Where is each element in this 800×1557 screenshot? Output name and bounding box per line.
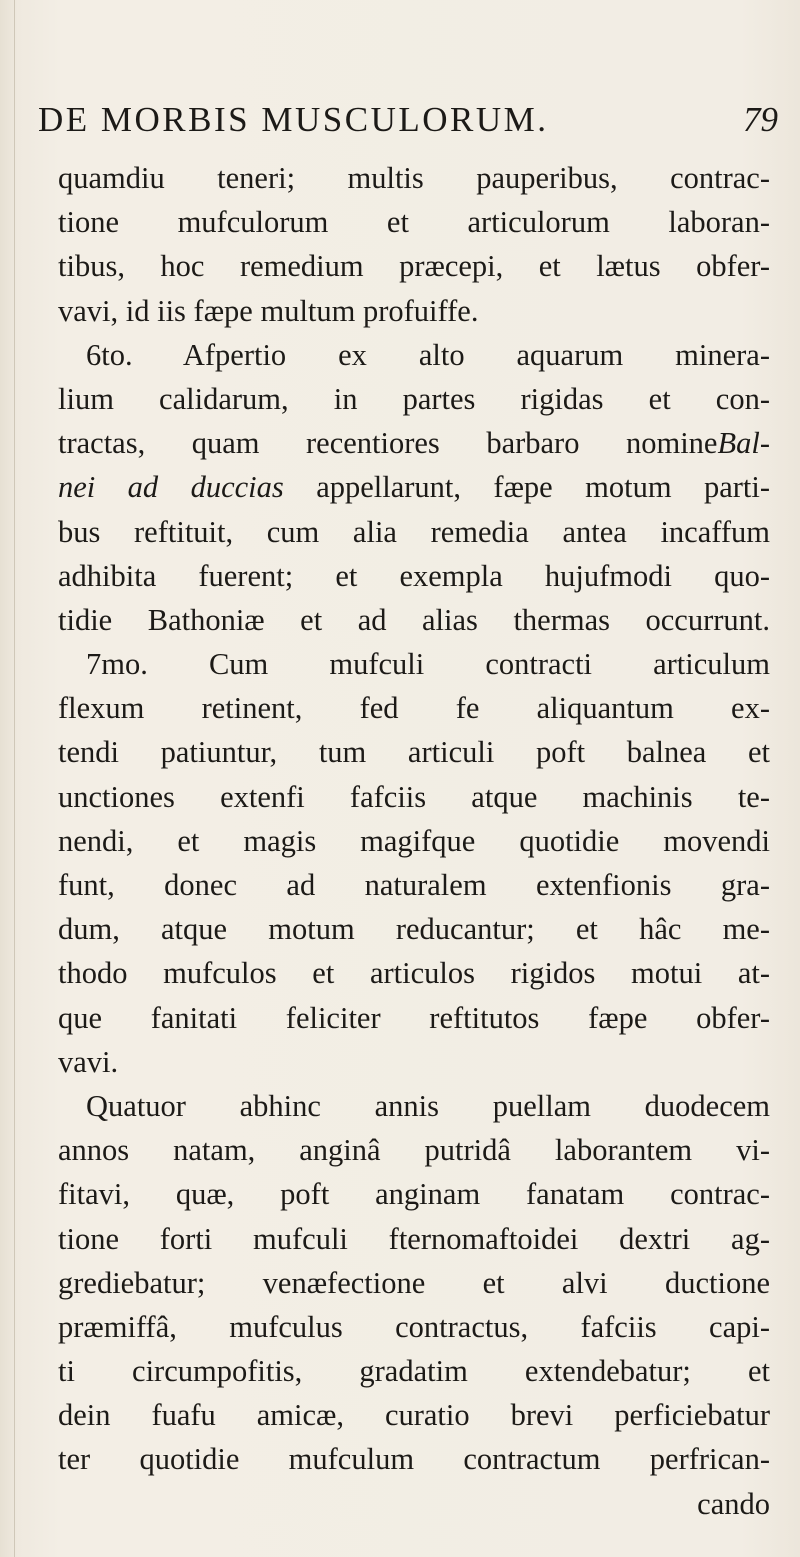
text-line: annos natam, anginâ putridâ laborantem vi- (58, 1133, 770, 1168)
text-line: thodo mufculos et articulos rigidos motui at- (58, 956, 770, 991)
text-line: nendi, et magis magifque quotidie movendi (58, 823, 770, 858)
text-line: dum, atque motum reducantur; et hâc me- (58, 912, 770, 947)
text-line (58, 421, 770, 465)
text-line: funt, donec ad naturalem extenfionis gra- (58, 868, 770, 902)
text-span: appellarunt, fæpe motum parti- (316, 470, 771, 505)
text-line: dein fuafu amicæ, curatio brevi perficiebatur (58, 1398, 770, 1433)
text-line (58, 465, 770, 509)
body-text (58, 156, 770, 1526)
text-line: que fanitati feliciter reftitutos fæpe obfer- (58, 1000, 770, 1035)
text-line: tibus, hoc remedium præcepi, et lætus obfer- (58, 249, 770, 284)
text-line: præmiffâ, mufculus contractus, fafciis capi- (58, 1309, 770, 1344)
catchword: cando (697, 1486, 770, 1521)
text-line: tione forti mufculi fternomaftoidei dextri ag- (58, 1221, 770, 1256)
text-span: tractas, quam recentiores barbaro nomine (58, 426, 718, 461)
italic-term: Bal- (717, 426, 770, 461)
text-line: unctiones extenfi fafciis atque machinis te- (58, 779, 770, 814)
page-number: 79 (743, 100, 778, 139)
text-line: tione mufculorum et articulorum laboran- (58, 205, 770, 240)
text-line: ter quotidie mufculum contractum perfrican- (58, 1442, 770, 1477)
text-line: ti circumpofitis, gradatim extendebatur; et (58, 1354, 770, 1389)
text-line: grediebatur; venæfectione et alvi ductione (58, 1265, 770, 1300)
text-line: fitavi, quæ, poft anginam fanatam contrac- (58, 1177, 770, 1212)
text-line: tendi patiuntur, tum articuli poft balnea et (58, 735, 770, 770)
text-line: bus reftituit, cum alia remedia antea incaffum (58, 514, 770, 549)
text-line: 7mo. Cum mufculi contracti articulum (86, 647, 770, 682)
gutter-edge (14, 0, 15, 1557)
italic-term: nei ad duccias (58, 470, 284, 505)
text-line: adhibita fuerent; et exempla hujufmodi quo- (58, 558, 770, 593)
page-header (38, 100, 778, 150)
text-line: lium calidarum, in partes rigidas et con- (58, 381, 770, 416)
text-line: vavi, id iis fæpe multum profuiffe. (58, 293, 479, 328)
text-line: flexum retinent, fed fe aliquantum ex- (58, 691, 770, 726)
running-title: DE MORBIS MUSCULORUM. (38, 100, 549, 139)
text-line: vavi. (58, 1044, 119, 1079)
text-line: 6to. Afpertio ex alto aquarum minera- (86, 337, 770, 372)
text-line: quamdiu teneri; multis pauperibus, contrac- (58, 161, 770, 195)
text-line: tidie Bathoniæ et ad alias thermas occurrunt. (58, 602, 770, 637)
text-line: Quatuor abhinc annis puellam duodecem (86, 1088, 770, 1123)
